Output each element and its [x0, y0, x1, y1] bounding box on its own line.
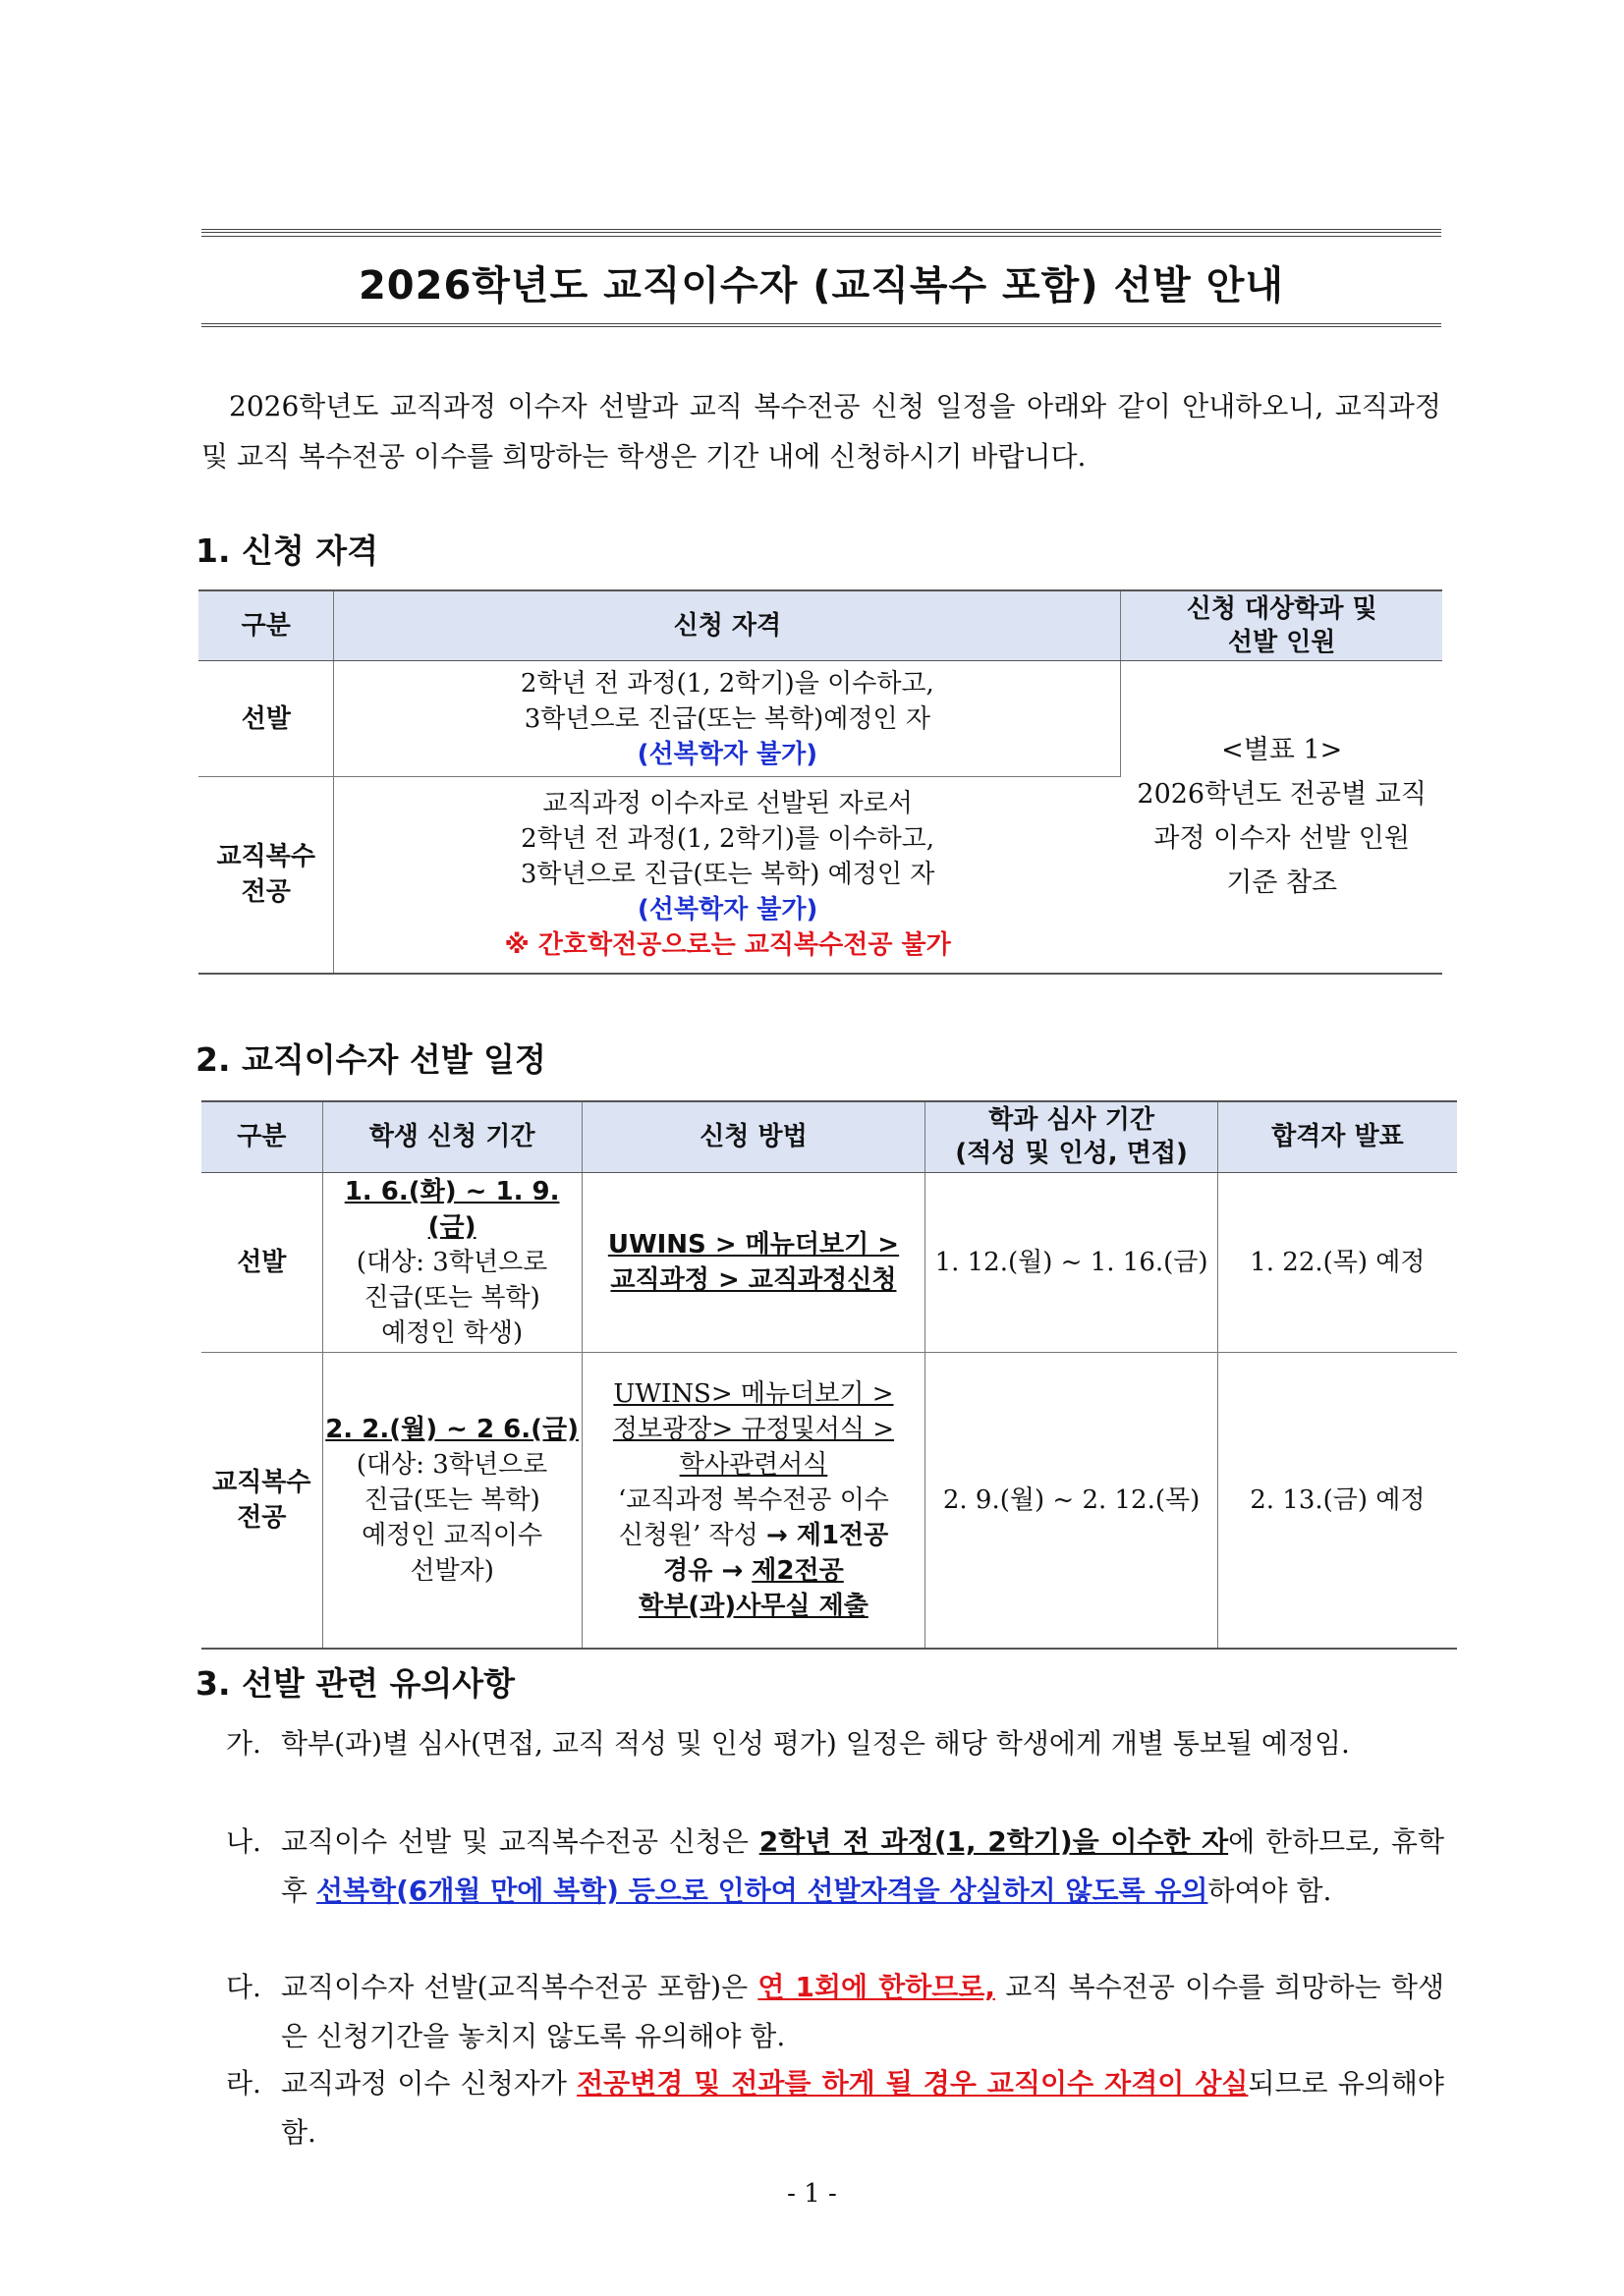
eligibility-line: 2학년 전 과정(1, 2학기)을 이수하고,	[520, 668, 934, 699]
target-line: 진급(또는 복학)	[364, 1484, 540, 1515]
title-box	[201, 229, 1441, 327]
eligibility-line: 2학년 전 과정(1, 2학기)를 이수하고,	[521, 824, 935, 855]
apply-method-selection	[582, 1172, 925, 1352]
target-line: 진급(또는 복학)	[364, 1282, 540, 1313]
method-line: UWINS> 메뉴더보기 >	[613, 1378, 894, 1409]
row-label-line: 전공	[241, 877, 291, 908]
row-label-line: 전공	[237, 1502, 287, 1533]
title-rule	[201, 236, 1441, 237]
th-apply-period: 학생 신청 기간	[322, 1101, 582, 1172]
note-text: 되므로 유의해야 함.	[281, 2067, 1444, 2149]
page-number: - 1 -	[787, 2179, 837, 2209]
row-label-double-major	[198, 777, 334, 974]
note-item	[226, 1818, 1444, 1963]
review-period-selection: 1. 12.(월) ~ 1. 16.(금)	[925, 1172, 1217, 1352]
page-title: 2026학년도 교직이수자 (교직복수 포함) 선발 안내	[358, 263, 1285, 308]
note-marker: 다.	[226, 1971, 261, 2003]
method-line: UWINS > 메뉴더보기 >	[607, 1229, 900, 1260]
schedule-table	[201, 1100, 1457, 1650]
section3-heading: 3. 선발 관련 유의사항	[196, 1664, 515, 1703]
section1-heading: 1. 신청 자격	[196, 532, 378, 570]
intro-paragraph	[201, 381, 1441, 481]
note-text: 교직과정 이수 신청자가	[281, 2067, 578, 2100]
th-announcement: 합격자 발표	[1217, 1101, 1457, 1172]
method-line: ‘교직과정 복수전공 이수	[617, 1484, 889, 1515]
note-text: 교직 복수전공 이수를 희망하는 학생은 신청기간을 놓치지 않도록 유의해야 함.	[281, 1971, 1444, 2052]
apply-period-double-major	[322, 1352, 582, 1649]
table-row	[201, 1172, 1457, 1352]
th-category: 구분	[201, 1101, 322, 1172]
target-line: 선발자)	[410, 1555, 494, 1586]
eligibility-note: (선복학자 불가)	[637, 895, 818, 925]
method-line: 교직과정 > 교직과정신청	[610, 1264, 897, 1295]
method-line	[584, 1553, 924, 1589]
intro-text: 2026학년도 교직과정 이수자 선발과 교직 복수전공 신청 일정을 아래와 같이 안내하오니, 교직과정 및 교직 복수전공 이수를 희망하는 학생은 기간 내에 신청하시기 바랍니다.	[201, 390, 1441, 473]
ref-line: <별표 1>	[1221, 735, 1343, 766]
table-header-row	[201, 1101, 1457, 1172]
apply-period: 1. 6.(화) ~ 1. 9.(금)	[344, 1176, 560, 1242]
method-line: 학사관련서식	[679, 1449, 828, 1480]
method-text: 경유 →	[663, 1555, 753, 1586]
note-marker: 나.	[226, 1825, 261, 1858]
th-target-line1: 신청 대상학과 및	[1186, 594, 1377, 624]
th-review-period	[925, 1101, 1217, 1172]
target-line: (대상: 3학년으로	[356, 1247, 548, 1277]
eligibility-note: (선복학자 불가)	[637, 739, 818, 769]
row-label-double-major	[201, 1352, 322, 1649]
apply-period-selection	[322, 1172, 582, 1352]
method-line	[584, 1518, 924, 1553]
th-eligibility: 신청 자격	[334, 590, 1121, 661]
th-target-line2: 선발 인원	[1227, 628, 1336, 657]
note-emphasis-red: 연 1회에 한하므로,	[757, 1971, 996, 2003]
ref-line: 과정 이수자 선발 인원	[1153, 823, 1410, 855]
note-item	[226, 2059, 1444, 2157]
th-target	[1121, 590, 1442, 661]
note-emphasis-red: 전공변경 및 전과를 하게 될 경우 교직이수 자격이 상실	[577, 2067, 1249, 2100]
apply-period: 2. 2.(월) ~ 2 6.(금)	[325, 1414, 579, 1444]
method-text: 신청원’ 작성	[618, 1520, 766, 1550]
note-text: 에 한하므로, 휴학 후	[281, 1825, 1444, 1907]
announcement-selection: 1. 22.(목) 예정	[1217, 1172, 1457, 1352]
note-item	[226, 1963, 1444, 2059]
note-emphasis: 2학년 전 과정(1, 2학기)을 이수한 자	[758, 1825, 1229, 1858]
review-period-double-major: 2. 9.(월) ~ 2. 12.(목)	[925, 1352, 1217, 1649]
eligibility-table	[198, 589, 1442, 975]
method-line: 학부(과)사무실 제출	[639, 1591, 868, 1621]
section2-heading: 2. 교직이수자 선발 일정	[196, 1040, 546, 1079]
method-text-underlined: 제2전공	[752, 1555, 844, 1586]
ref-line: 2026학년도 전공별 교직	[1137, 779, 1427, 811]
target-line: (대상: 3학년으로	[356, 1449, 548, 1480]
row-label-line: 교직복수	[216, 842, 315, 872]
note-marker: 라.	[226, 2067, 261, 2100]
note-item	[226, 1719, 1444, 1818]
method-line: 정보광장> 규정및서식 >	[612, 1414, 895, 1444]
ref-line: 기준 참조	[1226, 868, 1338, 899]
row-label-line: 교직복수	[212, 1467, 311, 1497]
target-line: 예정인 교직이수	[362, 1520, 543, 1550]
table-row	[201, 1352, 1457, 1649]
eligibility-line: 3학년으로 진급(또는 복학)예정인 자	[524, 703, 930, 734]
method-text-bold: → 제1전공	[766, 1520, 889, 1550]
eligibility-line: 교직과정 이수자로 선발된 자로서	[542, 789, 913, 819]
note-marker: 가.	[226, 1727, 261, 1760]
note-text: 학부(과)별 심사(면접, 교직 적성 및 인성 평가) 일정은 해당 학생에게 개별 통보될 예정임.	[281, 1727, 1350, 1760]
eligibility-selection	[334, 661, 1121, 777]
note-text: 교직이수 선발 및 교직복수전공 신청은	[281, 1825, 759, 1858]
target-line: 예정인 학생)	[381, 1317, 524, 1348]
th-review-line1: 학과 심사 기간	[988, 1105, 1154, 1136]
row-label-selection: 선발	[201, 1172, 322, 1352]
apply-method-double-major	[582, 1352, 925, 1649]
eligibility-warning: ※ 간호학전공으로는 교직복수전공 불가	[504, 930, 951, 961]
row-label-selection: 선발	[198, 661, 334, 777]
th-apply-method: 신청 방법	[582, 1101, 925, 1172]
eligibility-line: 3학년으로 진급(또는 복학) 예정인 자	[520, 860, 935, 890]
notes-list	[226, 1719, 1444, 2157]
eligibility-double-major	[334, 777, 1121, 974]
note-text: 하여야 함.	[1207, 1875, 1332, 1907]
table-header-row	[198, 590, 1442, 661]
th-review-line2: (적성 및 인성, 면접)	[955, 1139, 1188, 1169]
th-category: 구분	[198, 590, 334, 661]
announcement-double-major: 2. 13.(금) 예정	[1217, 1352, 1457, 1649]
note-emphasis-blue: 선복학(6개월 만에 복학) 등으로 인하여 선발자격을 상실하지 않도록 유의	[315, 1875, 1208, 1907]
table-row	[198, 661, 1442, 777]
target-reference	[1121, 661, 1442, 974]
note-text: 교직이수자 선발(교직복수전공 포함)은	[281, 1971, 758, 2003]
